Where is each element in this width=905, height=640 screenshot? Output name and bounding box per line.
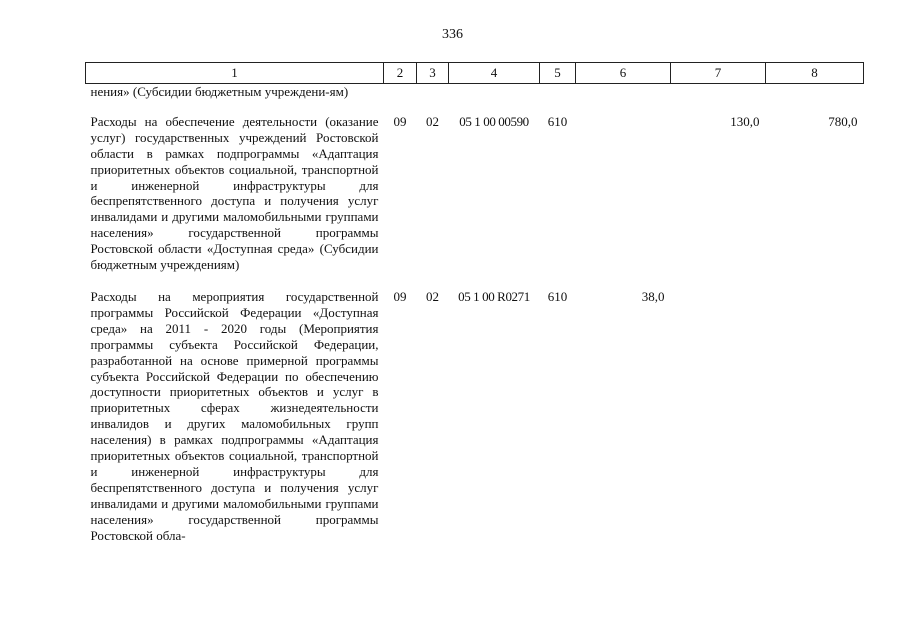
column-header-2: 2 — [384, 63, 417, 84]
row-value-col8: 780,0 — [828, 113, 858, 129]
budget-table — [85, 62, 864, 543]
column-header-1: 1 — [86, 63, 384, 84]
row-subsection: 02 — [426, 113, 439, 129]
row-value-col7 — [671, 289, 766, 544]
row-target-item — [449, 84, 540, 114]
row-value-col6: 38,0 — [641, 288, 665, 304]
row-description: Расходы на обеспечение деятельности (оказание услуг) государственных учреждений Ростовской области в рамках подпрограммы «Адаптация приоритетных объектов социальной, транспортной и инженерной инфраструктуры для беспрепятственного доступа и получения услуг инвалидами и другими маломобильными группами населения» государственной программы Ростовской области «Доступная среда» (Субсидии бюджетным учреждениям) — [90, 113, 379, 273]
row-target-item: 05 1 00 00590 — [459, 113, 529, 129]
row-expense-type: 610 — [547, 288, 568, 304]
column-header-4: 4 — [449, 63, 540, 84]
row-value-col7: 130,0 — [730, 113, 760, 129]
column-header-8: 8 — [766, 63, 864, 84]
column-header-5: 5 — [540, 63, 576, 84]
row-section — [384, 84, 417, 114]
row-value-col6 — [576, 114, 671, 289]
row-target-item: 05 1 00 R0271 — [458, 288, 530, 304]
column-header-6: 6 — [576, 63, 671, 84]
column-header-7: 7 — [671, 63, 766, 84]
row-value-col8 — [766, 289, 864, 544]
row-subsection — [417, 84, 449, 114]
row-description: Расходы на мероприятия государственной программы Российской Федерации «Доступная среда» на 2011 - 2020 годы (Мероприятия программы субъекта Российской Федерации, разработанной на основе примерной программы субъекта Российской Федерации по обеспечению доступности приоритетных объектов и услуг в приоритетных сферах жизнедеятельности инвалидов и других маломобильных групп населения) в рамках подпрограммы «Адаптация приоритетных объектов социальной, транспортной и инженерной инфраструктуры для беспрепятственного доступа и получения услуг инвалидами и другими маломобильными группами населения» государственной программы Ростовской обла- — [90, 288, 379, 543]
row-expense-type: 610 — [547, 113, 568, 129]
row-subsection: 02 — [426, 288, 439, 304]
row-section: 09 — [393, 113, 407, 129]
column-header-3: 3 — [417, 63, 449, 84]
row-value-col7 — [671, 84, 766, 114]
row-value-col8 — [766, 84, 864, 114]
page-number: 336 — [442, 27, 463, 42]
row-value-col6 — [576, 84, 671, 114]
table-row — [86, 289, 864, 544]
table-row — [86, 84, 864, 114]
table-header-row — [86, 63, 864, 84]
row-section: 09 — [393, 288, 407, 304]
table-row — [86, 114, 864, 289]
row-description: нения» (Субсидии бюджетным учреждени-ям) — [90, 84, 349, 99]
row-expense-type — [540, 84, 576, 114]
